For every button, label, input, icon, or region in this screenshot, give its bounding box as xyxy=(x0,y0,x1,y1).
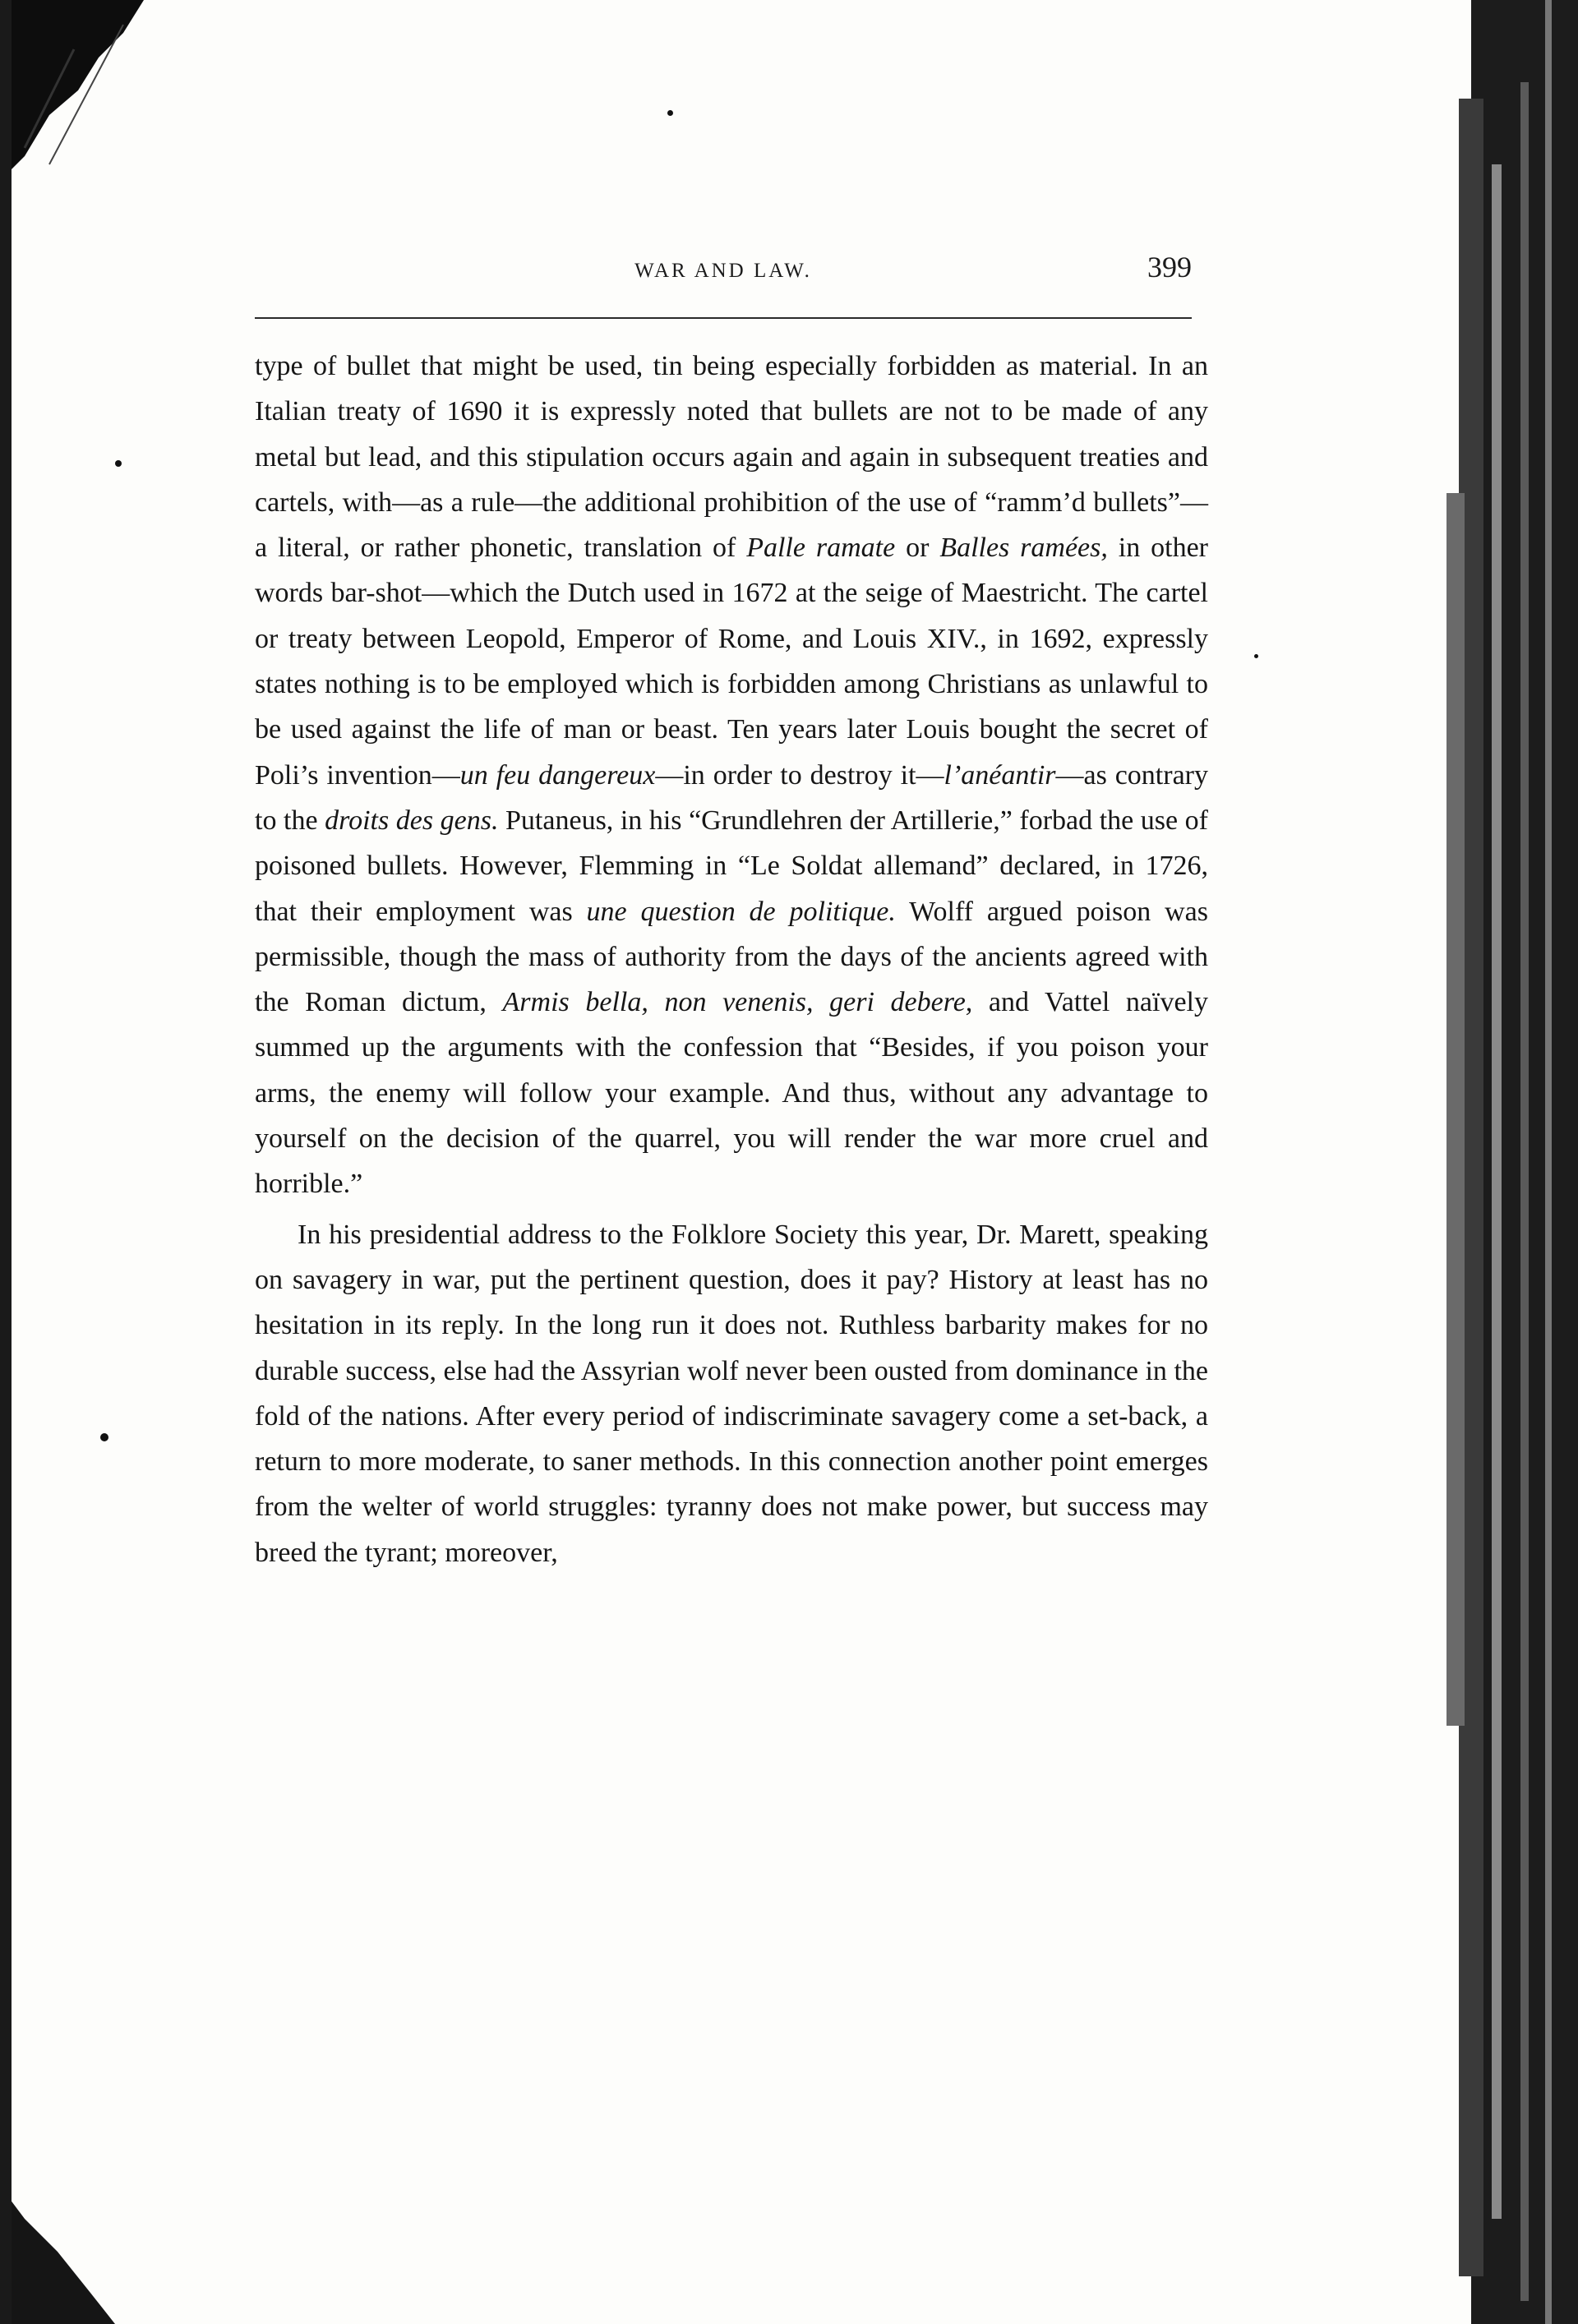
page-number: 399 xyxy=(1147,251,1192,284)
ink-speck xyxy=(1254,654,1258,658)
running-head: WAR AND LAW. xyxy=(634,260,812,282)
body-text xyxy=(255,344,1208,1575)
paragraph-1: type of bullet that might be used, tin being especially forbidden as material. In an Italian treaty of 1690 it is expressly noted that bullets are not to be made of any metal but lead, and this stipulation occurs again and again in subsequent treaties and cartels, with—as a rule—the additional prohibition of the use of “ramm’d bullets”—a literal, or rather phonetic, translation of Palle ramate or Balles ramées, in other words bar-shot—which the Dutch used in 1672 at the seige of Maestricht. The cartel or treaty between Leopold, Emperor of Rome, and Louis XIV., in 1692, expressly states nothing is to be employed which is forbidden among Christians as unlawful to be used against the life of man or beast. Ten years later Louis bought the secret of Poli’s invention—un feu dangereux—in order to destroy it—l’anéantir—as contrary to the droits des gens. Putaneus, in his “Grundlehren der Artillerie,” forbad the use of poisoned bullets. However, Flemming in “Le Soldat allemand” declared, in 1726, that their employment was une question de politique. Wolff argued poison was permissible, though the mass of authority from the days of the ancients agreed with the Roman dictum, Armis bella, non venenis, geri debere, and Vattel naïvely summed up the arguments with the confession that “Besides, if you poison your arms, the enemy will follow your example. And thus, without any advantage to yourself on the decision of the quarrel, you will render the war more cruel and horrible.” xyxy=(255,351,1209,1200)
right-page-edge xyxy=(1414,0,1578,2324)
header-rule xyxy=(255,317,1192,319)
ink-speck xyxy=(100,1433,108,1441)
page-header xyxy=(255,247,1192,296)
left-binding-edge xyxy=(0,0,148,2324)
ink-speck xyxy=(667,110,673,116)
ink-speck xyxy=(115,460,122,467)
paragraph-2: In his presidential address to the Folklore Society this year, Dr. Marett, speaking on savagery in war, put the pertinent question, does it pay? History at least has no hesitation in its reply. In the long run it does not. Ruthless barbarity makes for no durable success, else had the Assyrian wolf never been ousted from dominance in the fold of the nations. After every period of indiscriminate savagery come a set-back, a return to more moderate, to saner methods. In this connection another point emerges from the welter of world struggles: tyranny does not make power, but success may breed the tyrant; moreover, xyxy=(255,1219,1208,1568)
